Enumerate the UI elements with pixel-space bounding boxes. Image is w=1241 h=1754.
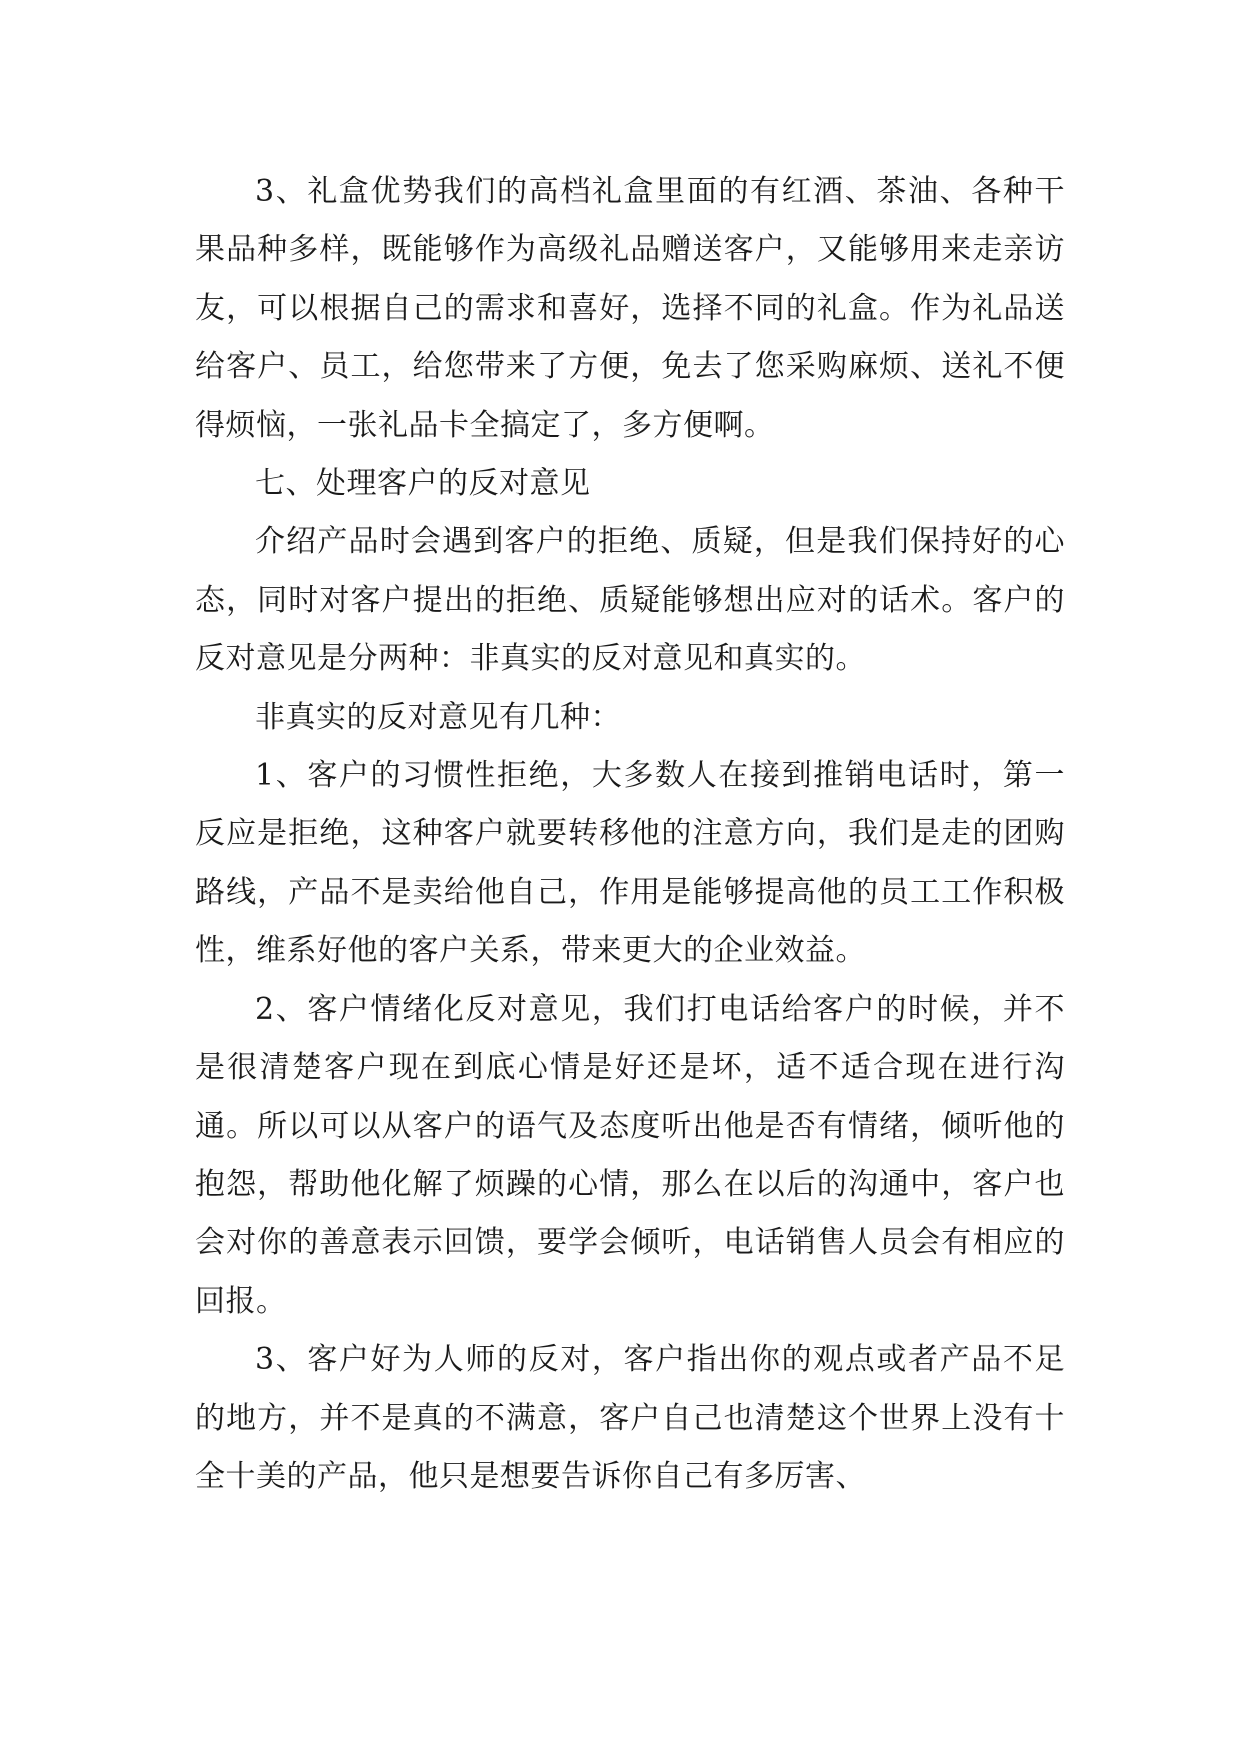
paragraph-know-it-all-objection: 3、客户好为人师的反对，客户指出你的观点或者产品不足的地方，并不是真的不满意，客户自己也清楚这个世界上没有十全十美的产品，他只是想要告诉你自己有多厉害、 — [195, 1342, 1065, 1494]
paragraph-objections-intro: 介绍产品时会遇到客户的拒绝、质疑，但是我们保持好的心态，同时对客户提出的拒绝、质疑能够想出应对的话术。客户的反对意见是分两种：非真实的反对意见和真实的。 — [195, 524, 1065, 677]
document-body — [195, 163, 1065, 1506]
paragraph-gift-box-advantage: 3、礼盒优势我们的高档礼盒里面的有红酒、茶油、各种干果品种多样，既能够作为高级礼品赠送客户，又能够用来走亲访友，可以根据自己的需求和喜好，选择不同的礼盒。作为礼品送给客户、员工，给您带来了方便，免去了您采购麻烦、送礼不便得烦恼，一张礼品卡全搞定了，多方便啊。 — [195, 174, 1065, 443]
paragraph-habitual-refusal: 1、客户的习惯性拒绝，大多数人在接到推销电话时，第一反应是拒绝，这种客户就要转移他的注意方向，我们是走的团购路线，产品不是卖给他自己，作用是能够提高他的员工工作积极性，维系好他的客户关系，带来更大的企业效益。 — [195, 758, 1065, 969]
paragraph-untrue-objections-types: 非真实的反对意见有几种： — [255, 699, 621, 735]
paragraph-emotional-objection: 2、客户情绪化反对意见，我们打电话给客户的时候，并不是很清楚客户现在到底心情是好还是坏，适不适合现在进行沟通。所以可以从客户的语气及态度听出他是否有情绪，倾听他的抱怨，帮助他化解了烦躁的心情，那么在以后的沟通中，客户也会对你的善意表示回馈，要学会倾听，电话销售人员会有相应的回报。 — [195, 991, 1065, 1319]
section-heading-handle-objections: 七、处理客户的反对意见 — [255, 466, 591, 502]
